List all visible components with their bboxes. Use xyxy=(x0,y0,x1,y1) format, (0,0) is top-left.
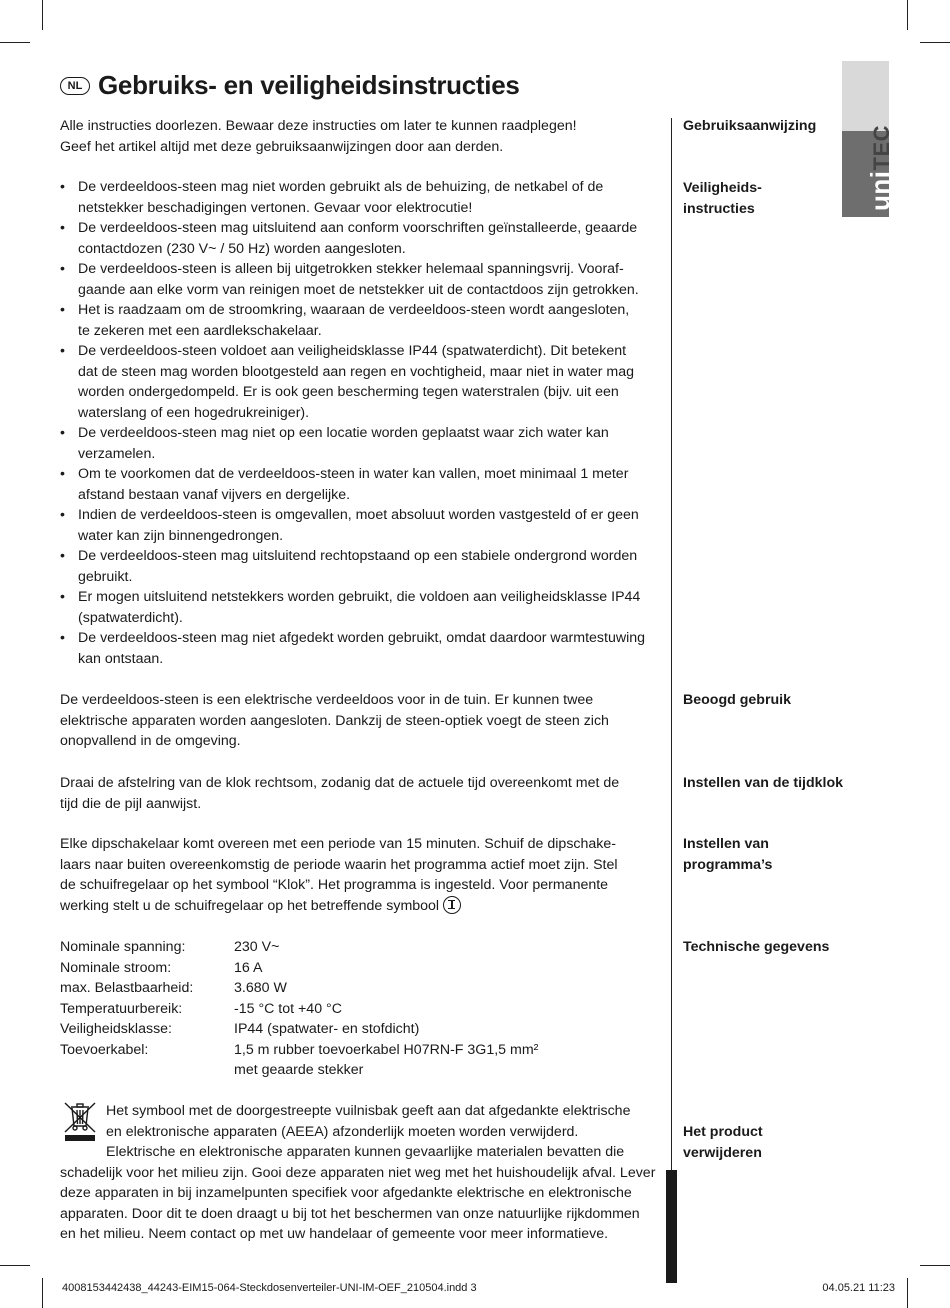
text-line: Alle instructies doorlezen. Bewaar deze instructies om later te kunnen raadplegen! xyxy=(60,118,577,134)
spec-label: Temperatuurbereik: xyxy=(60,1000,183,1017)
list-item: • Indien de verdeeldoos-steen is omgevallen, moet absoluut worden vastgesteld of er geen water kan zijn binnengedrongen. xyxy=(60,505,660,546)
column-divider-bar xyxy=(666,1170,677,1283)
section-heading-line: Veiligheids- xyxy=(683,180,762,196)
text-line: en het milieu. Neem contact op met uw handelaar of gemeente voor meer informatieve. xyxy=(60,1226,609,1242)
crop-mark xyxy=(42,1278,43,1308)
text-line: apparaten. Door dit te doen draagt u bij tot het beschermen van onze natuurlijke rijkdommen xyxy=(60,1205,640,1222)
section-heading-technisch: Technische gegevens xyxy=(683,939,830,955)
text-line: onopvallend in de omgeving. xyxy=(60,733,241,749)
text-line: De verdeeldoos-steen is een elektrische verdeeldoos voor in de tuin. Er kunnen twee xyxy=(60,692,594,708)
column-divider xyxy=(671,118,672,1283)
language-badge: NL xyxy=(60,77,90,95)
section-heading-programmas xyxy=(683,834,863,875)
text-line: Elke dipschakelaar komt overeen met een periode van 15 minuten. Schuif de dipschake- xyxy=(60,836,617,852)
spec-label: Veiligheidsklasse: xyxy=(60,1021,172,1037)
spec-value: 230 V~ xyxy=(234,939,280,955)
list-item: • De verdeeldoos-steen mag niet afgedekt worden gebruikt, omdat daardoor warmtestuwing kan ontstaan. xyxy=(60,628,660,669)
list-item: • De verdeeldoos-steen mag uitsluitend aan conform voorschriften geïnstalleerde, geaarde contactdozen (230 V~ / 50 Hz) worden aangesloten. xyxy=(60,218,660,259)
disposal-text xyxy=(60,1101,660,1245)
page-title: Gebruiks- en veiligheidsinstructies xyxy=(98,70,520,100)
list-item: • Om te voorkomen dat de verdeeldoos-steen in water kan vallen, moet minimaal 1 meter afstand bestaan vanaf vijvers en dergelijke. xyxy=(60,464,660,505)
section-heading-veiligheid xyxy=(683,178,863,219)
technical-specs xyxy=(60,937,660,1081)
spec-value: -15 °C tot +40 °C xyxy=(234,1000,342,1017)
program-setting-text xyxy=(60,834,660,916)
text-line: Elektrische en elektronische apparaten kunnen gevaarlijke materialen bevatten die xyxy=(106,1144,625,1160)
spec-value: met geaarde stekker xyxy=(234,1062,364,1078)
section-heading-tijdklok: Instellen van de tijdklok xyxy=(683,775,844,791)
crop-mark xyxy=(920,1265,950,1266)
list-item: • De verdeeldoos-steen is alleen bij uitgetrokken stekker helemaal spanningsvrij. Vooraf- gaande aan elke vorm van reinigen moet de netstekker uit de contactdoos zijn getrokken. xyxy=(60,259,660,300)
logo-text-tec: TEC xyxy=(869,125,894,171)
crop-mark xyxy=(0,42,30,43)
clock-setting-text xyxy=(60,773,660,814)
spec-value: 3.680 W xyxy=(234,980,287,996)
list-item: • De verdeeldoos-steen mag niet op een locatie worden geplaatst waar zich water kan verzamelen. xyxy=(60,423,660,464)
text-line: Draai de afstelring van de klok rechtsom, zodanig dat de actuele tijd overeenkomt met de xyxy=(60,775,620,791)
spec-value: 16 A xyxy=(234,959,263,976)
section-heading-line: instructies xyxy=(683,200,755,217)
logo-text-uni: uni xyxy=(865,170,895,211)
page-header xyxy=(60,70,520,101)
crop-mark xyxy=(0,1265,30,1266)
list-item: • De verdeeldoos-steen mag uitsluitend rechtopstaand op een stabiele ondergrond worden gebruikt. xyxy=(60,546,660,587)
text-line: en elektronische apparaten (AEEA) afzonderlijk moeten worden verwijderd. xyxy=(106,1123,579,1140)
text-line: laars naar buiten overeenkomstig de periode waarin het programma actief moet zijn. Stel xyxy=(60,856,618,873)
section-heading-verwijderen xyxy=(683,1122,863,1163)
list-item: • Het is raadzaam om de stroomkring, waaraan de verdeeldoos-steen wordt aangesloten, te zekeren met een aardlekschakelaar. xyxy=(60,300,660,341)
text-line: schadelijk voor het milieu zijn. Gooi deze apparaten niet weg met het huishoudelijk afval. Lever xyxy=(60,1164,656,1181)
permanent-on-icon xyxy=(443,896,461,914)
list-item: • De verdeeldoos-steen voldoet aan veiligheidsklasse IP44 (spatwaterdicht). Dit betekent dat de steen mag worden blootgesteld aan regen en vochtigheid, maar niet in water mag worden ondergedompeld. Er is ook geen bescherming tegen waterstralen (bijv. uit een waterslang of een hogedrukreiniger). xyxy=(60,341,660,423)
crop-mark xyxy=(42,0,43,30)
text-line: elektrische apparaten worden aangesloten. Dankzij de steen-optiek voegt de steen zich xyxy=(60,712,609,729)
section-heading-beoogd: Beoogd gebruik xyxy=(683,692,791,708)
text-line: de schuifregelaar op het symbool “Klok”. Het programma is ingesteld. Voor permanente xyxy=(60,877,609,893)
spec-label: Nominale stroom: xyxy=(60,959,172,976)
safety-list xyxy=(60,177,660,669)
footer-filename: 4008153442438_44243-EIM15-064-Steckdosenverteiler-UNI-IM-OEF_210504.indd 3 xyxy=(62,1282,477,1294)
spec-value: 1,5 m rubber toevoerkabel H07RN-F 3G1,5 mm² xyxy=(234,1041,539,1058)
section-heading-line: programma’s xyxy=(683,856,773,873)
spec-label: max. Belastbaarheid: xyxy=(60,980,194,996)
section-heading-line: verwijderen xyxy=(683,1144,762,1161)
crop-mark xyxy=(907,1278,908,1308)
section-heading-line: Het product xyxy=(683,1124,763,1140)
section-heading-gebruiksaanwijzing: Gebruiksaanwijzing xyxy=(683,118,817,134)
text-line: deze apparaten in bij inzamelpunten specifiek voor afgedankte elektrische en elektronische xyxy=(60,1185,632,1201)
intended-use-text xyxy=(60,690,660,752)
spec-label: Toevoerkabel: xyxy=(60,1041,149,1058)
spec-value: IP44 (spatwater- en stofdicht) xyxy=(234,1021,420,1037)
spec-label xyxy=(60,1060,234,1081)
text-line: Het symbool met de doorgestreepte vuilnisbak geeft aan dat afgedankte elektrische xyxy=(106,1103,631,1119)
spec-label: Nominale spanning: xyxy=(60,939,186,955)
section-heading-line: Instellen van xyxy=(683,836,769,852)
intro-text xyxy=(60,116,660,157)
text-line: tijd die de pijl aanwijst. xyxy=(60,795,202,812)
footer-date: 04.05.21 11:23 xyxy=(822,1282,895,1294)
safety-instructions xyxy=(60,177,660,669)
crop-mark xyxy=(920,42,950,43)
list-item: • Er mogen uitsluitend netstekkers worden gebruikt, die voldoen aan veiligheidsklasse IP44 (spatwaterdicht). xyxy=(60,587,660,628)
text-line: werking stelt u de schuifregelaar op het betreffende symbool xyxy=(60,897,440,914)
list-item: • De verdeeldoos-steen mag niet worden gebruikt als de behuizing, de netkabel of de netstekker beschadigingen vertonen. Gevaar voor elektrocutie! xyxy=(60,177,660,218)
crop-mark xyxy=(907,0,908,30)
text-line: Geef het artikel altijd met deze gebruiksaanwijzingen door aan derden. xyxy=(60,138,504,155)
